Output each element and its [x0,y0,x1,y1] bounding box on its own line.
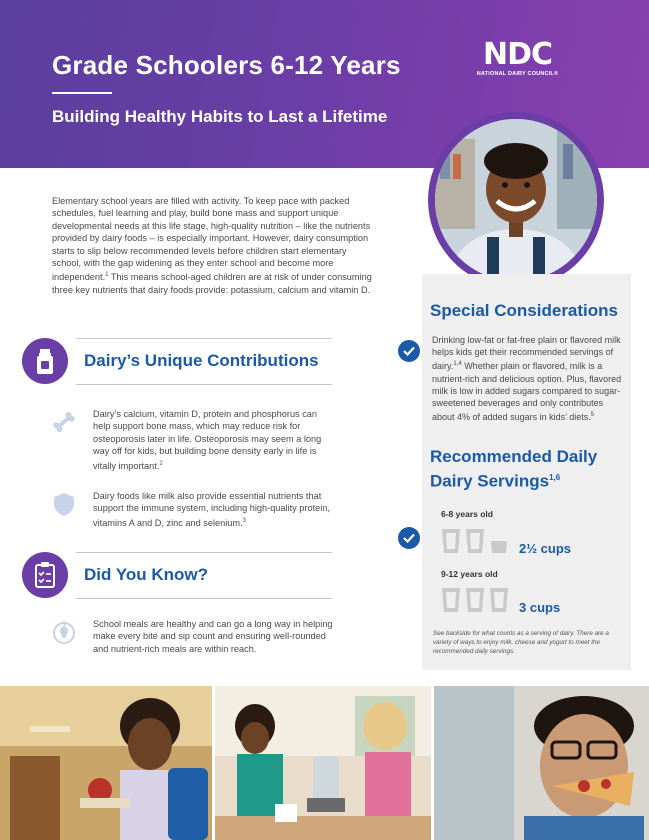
page-title: Grade Schoolers 6-12 Years [52,50,401,80]
section-rule-top [76,552,332,553]
intro-paragraph [52,195,372,296]
apple-icon [50,618,78,646]
section-rule-top [76,338,332,339]
servings-note: See backside for what counts as a serving of dairy. There are a variety of ways to enjoy milk, cheese and yogurt to meet the recommended daily servings. [433,630,609,655]
special-ref-b: 5 [590,412,595,419]
page-subtitle: Building Healthy Habits to Last a Lifetime [52,107,388,126]
cup-icons-6-8 [440,527,520,555]
check-circle-icon [398,527,420,549]
shield-icon [50,490,78,518]
age-group-label: 6-8 years old [441,509,493,519]
cups-label: 2½ cups [519,541,572,556]
intro-text: Elementary school years are filled with activity. To keep pace with packed schedules, fuel learning and play, build bone mass and support unique developmental needs at this life stage, high-quality nutrition – like the nutrients provided by dairy foods – is especially important. However, dairy consumption starts to slip below recommended levels before children start elementary school, with the gap widening as they enter school and become more independent. [52,196,371,283]
student-portrait-photo [428,112,604,288]
special-text-b: Whether plain or flavored, milk is a nutrient-rich and delicious option. Plus, flavored milk is low in added sugars compared to sugar-sweetened beverages and only contributes about 4% of added sugars in kids’ diets. [432,361,622,423]
photo-strip [0,686,649,840]
intro-text-continued: This means school-aged children are at risk of under consuming three key nutrients that dairy foods provide: potassium, calcium and vitamin D. [52,272,372,295]
servings-title-line2: Dairy Servings [430,471,550,491]
special-text-a: Drinking low-fat or fat-free plain or flavored milk helps kids get their recommended servings of dairy. [432,335,621,372]
clipboard-check-icon [22,552,68,598]
contributions-title: Dairy’s Unique Contributions [84,351,319,370]
school-meals-text: School meals are healthy and can go a long way in helping make every bite and sip count and ensuring well-rounded and nutrient-rich meals are within reach. [93,619,333,654]
boy-eating-pizza-photo [434,686,649,840]
student-backpack-photo [0,686,212,840]
cups-label: 3 cups [519,600,561,615]
milk-bottle-icon [22,338,68,384]
kids-kitchen-photo [215,686,431,840]
logo-text: NATIONAL DAIRY COUNCIL® [476,71,559,77]
bone-icon [50,408,78,436]
intro-ref: 1 [105,272,109,279]
title-divider [52,92,112,94]
ndc-logo [470,37,565,77]
check-circle-icon [398,340,420,362]
special-ref-a: 1,4 [453,361,462,368]
bone-health-copy: Dairy’s calcium, vitamin D, protein and phosphorus can help support bone mass, which may reduce risk for osteoporosis later in life. Osteoporosis may seem a long way off for kids, but building bone density early in life is vitally important. [93,409,322,471]
bone-health-text [93,408,333,472]
servings-title-line1: Recommended Daily [430,447,598,466]
logo-mark: NDC [482,37,553,72]
immune-support-text [93,490,333,529]
age-group-label: 9-12 years old [441,569,498,579]
section-rule-bottom [76,598,332,599]
immune-support-ref: 3 [242,517,246,524]
immune-support-copy: Dairy foods like milk also provide essential nutrients that support the immune system, including high-quality protein, vitamins A and D, zinc and selenium. [93,491,330,528]
did-you-know-title: Did You Know? [84,565,209,584]
servings-title [430,446,597,492]
special-considerations-title: Special Considerations [430,301,618,320]
contributions-section-header [22,338,332,386]
cup-icons-9-12 [440,586,520,614]
did-you-know-section-header [22,552,332,600]
servings-title-ref: 1,6 [549,473,561,482]
special-considerations-text [432,334,622,423]
bone-health-ref: 2 [159,460,163,467]
section-rule-bottom [76,384,332,385]
